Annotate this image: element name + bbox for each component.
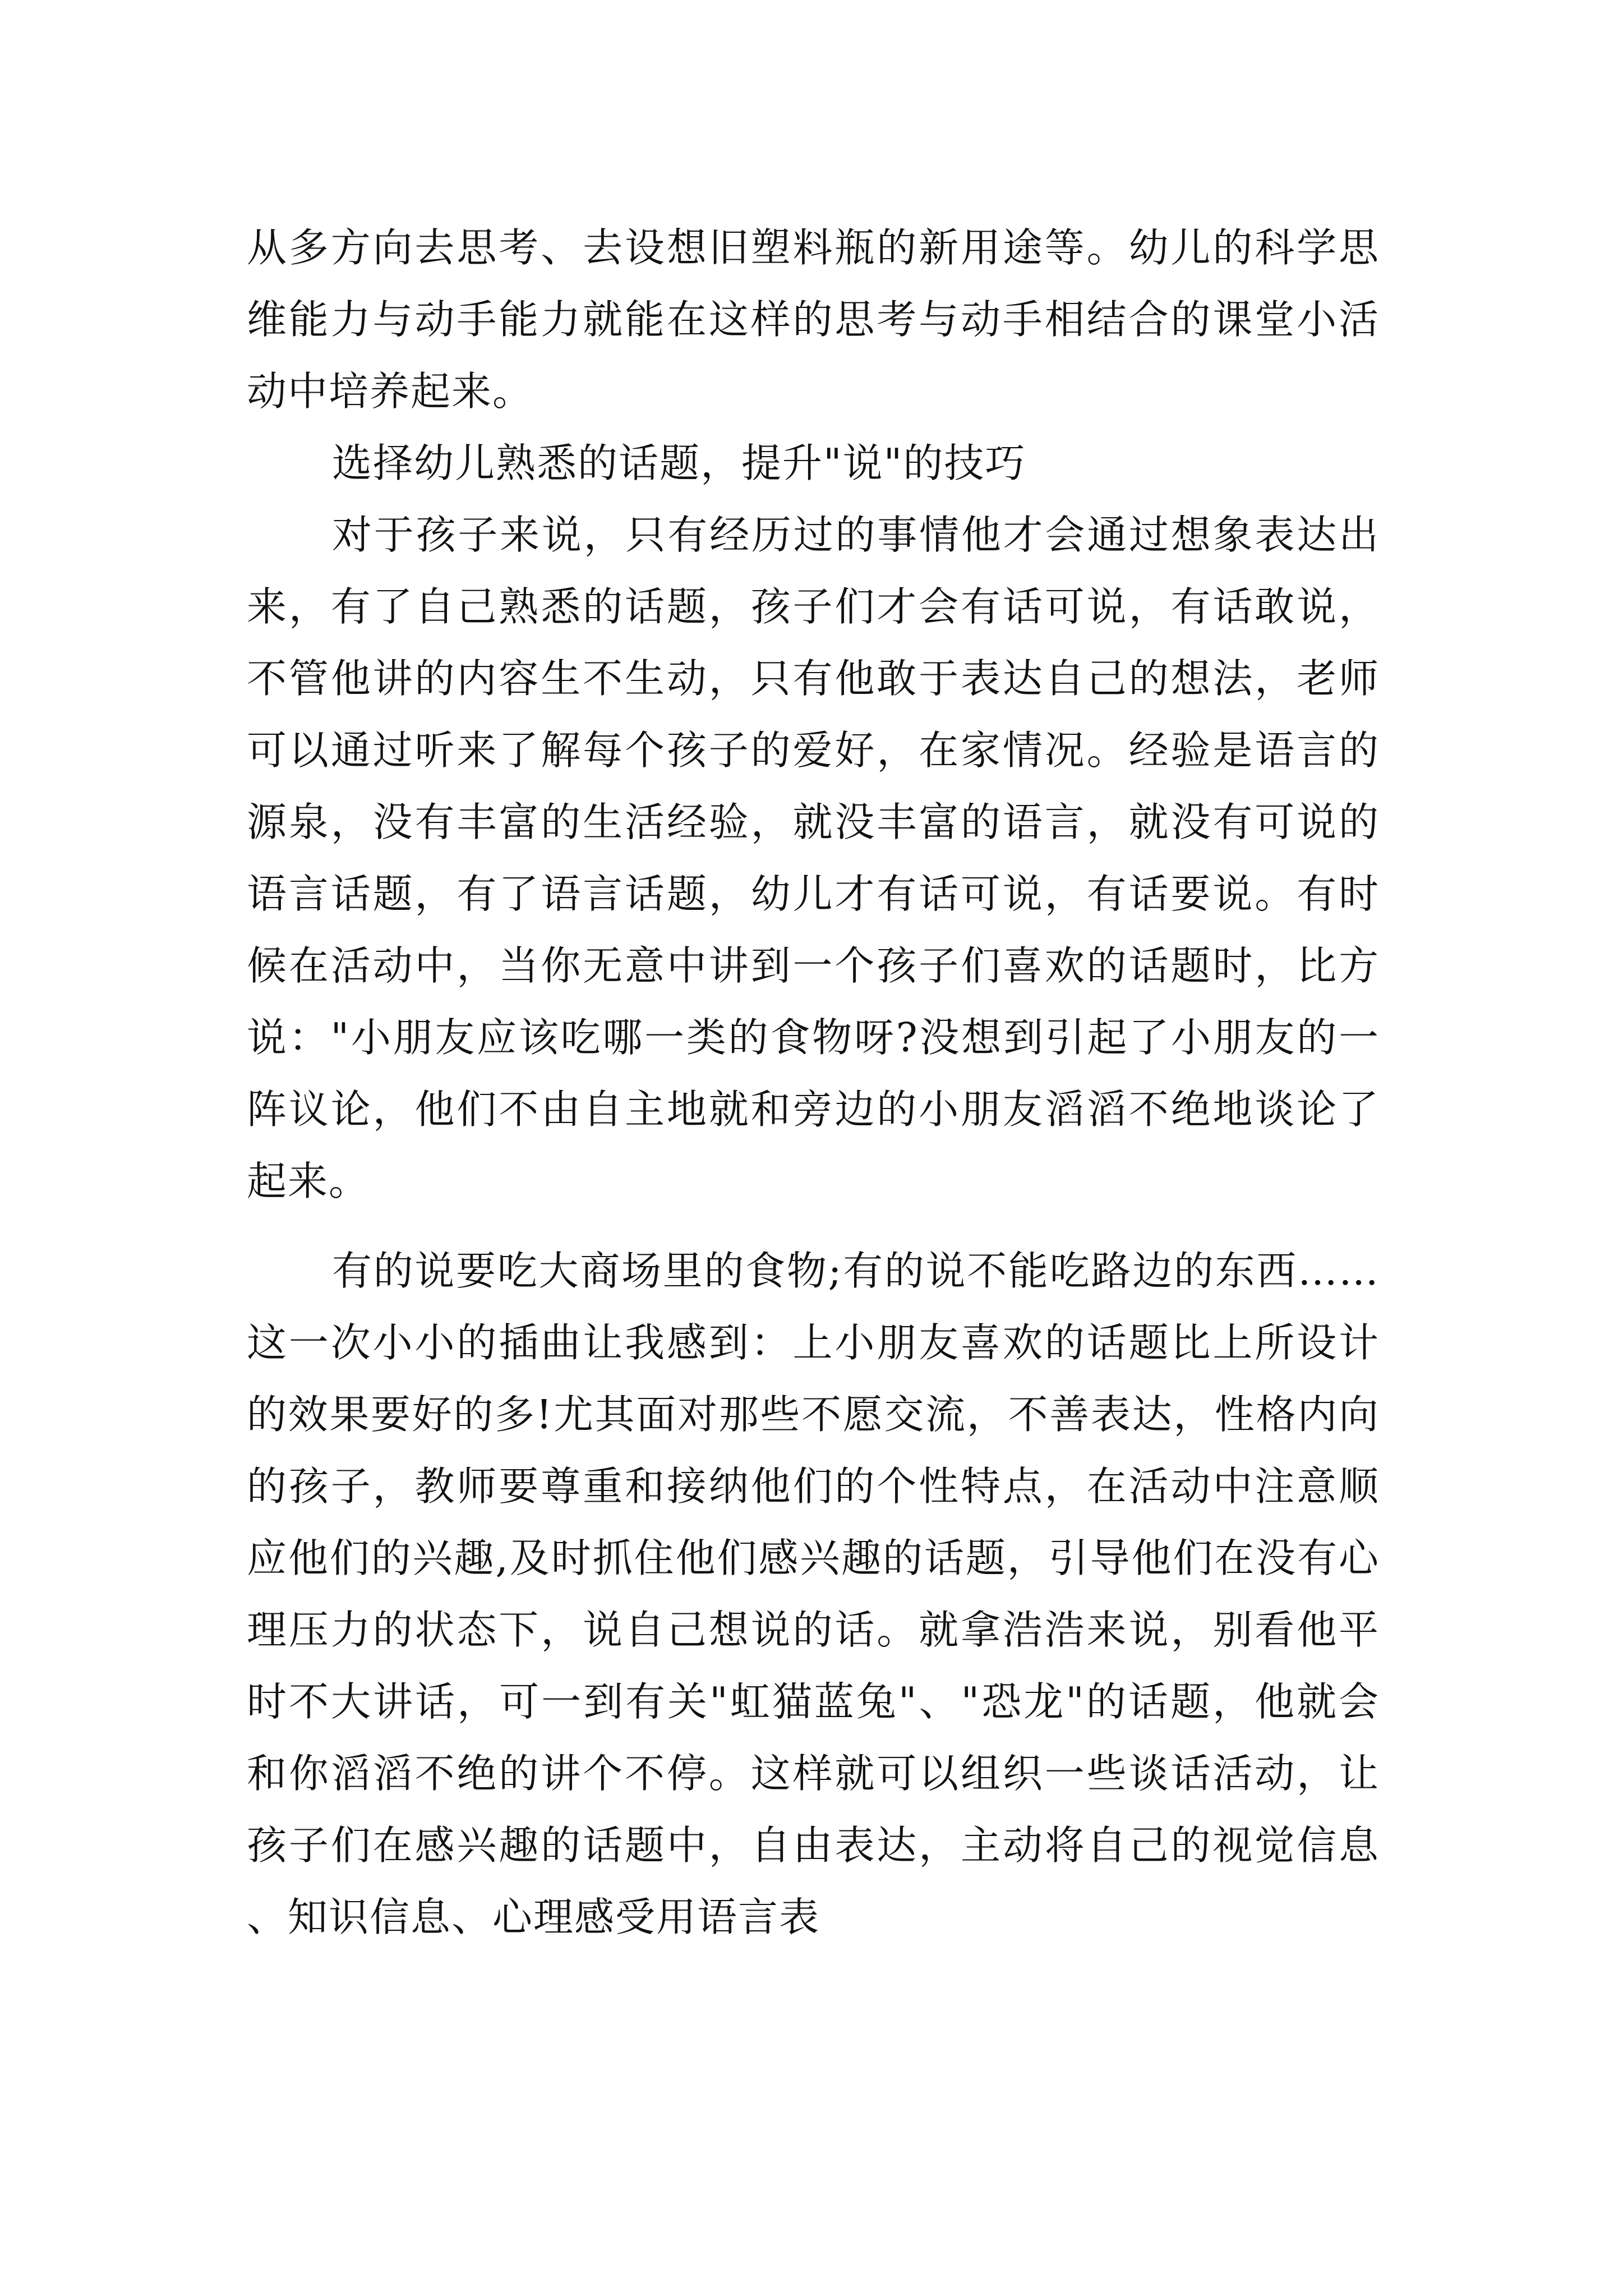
body-text bbox=[247, 212, 1380, 1953]
section-heading: 选择幼儿熟悉的话题，提升"说"的技巧 bbox=[332, 440, 1026, 486]
paragraph-children-discussion: 有的说要吃大商场里的食物;有的说不能吃路边的东西……这一次小小的插曲让我感到：上小朋友喜欢的话题比上所设计的效果要好的多!尤其面对那些不愿交流，不善表达，性格内向的孩子，教师要尊重和接纳他们的个性特点，在活动中注意顺应他们的兴趣,及时抓住他们感兴趣的话题，引导他们在没有心理压力的状态下，说自己想说的话。就拿浩浩来说，别看他平时不大讲话，可一到有关"虹猫蓝兔"、"恐龙"的话题，他就会和你滔滔不绝的讲个不停。这样就可以组织一些谈话活动，让孩子们在感兴趣的话题中，自由表达，主动将自己的视觉信息、知识信息、心理感受用语言表 bbox=[247, 1248, 1380, 1940]
paragraph-plastic-bottle: 从多方向去思考、去设想旧塑料瓶的新用途等。幼儿的科学思维能力与动手能力就能在这样的思考与动手相结合的课堂小活动中培养起来。 bbox=[247, 224, 1380, 415]
paragraph-familiar-topics: 对于孩子来说，只有经历过的事情他才会通过想象表达出来，有了自己熟悉的话题，孩子们才会有话可说，有话敢说，不管他讲的内容生不生动，只有他敢于表达自己的想法，老师可以通过听来了解每个孩子的爱好，在家情况。经验是语言的源泉，没有丰富的生活经验，就没丰富的语言，就没有可说的语言话题，有了语言话题，幼儿才有话可说，有话要说。有时候在活动中，当你无意中讲到一个孩子们喜欢的话题时，比方说："小朋友应该吃哪一类的食物呀?没想到引起了小朋友的一阵议论，他们不由自主地就和旁边的小朋友滔滔不绝地谈论了起来。 bbox=[247, 512, 1380, 1204]
